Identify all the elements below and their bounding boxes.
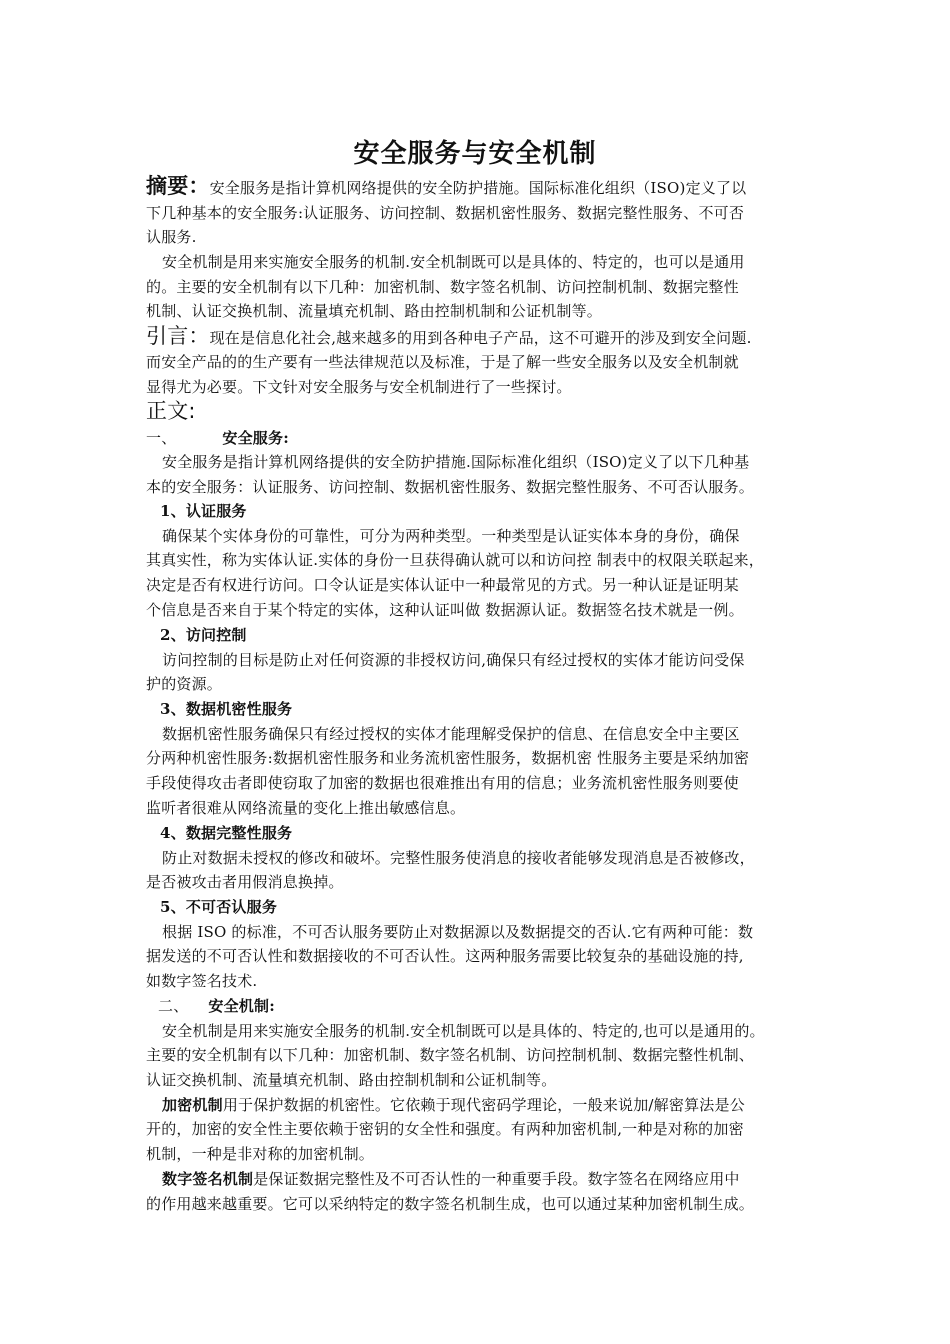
section-2-number: 二、 — [158, 997, 189, 1015]
conf-line-3: 手段使得攻击者即使窃取了加密的数据也很难推出有用的信息；业务流机密性服务则要使 — [146, 774, 739, 792]
integrity-line-1: 防止对数据未授权的修改和破坏。完整性服务使消息的接收者能够发现消息是否被修改， — [162, 849, 755, 867]
section-2-line-2: 主要的安全机制有以下几种：加密机制、数字签名机制、访问控制机制、数据完整性机制、 — [146, 1046, 755, 1064]
abstract-p2-line-3: 机制、认证交换机制、流量填充机制、路由控制机制和公证机制等。 — [146, 302, 603, 320]
signature-text-1: 是保证数据完整性及不可否认性的一种重要手段。数字签名在网络应用中 — [253, 1170, 740, 1188]
encrypt-term: 加密机制 — [162, 1096, 223, 1114]
access-line-2: 护的资源。 — [146, 675, 223, 693]
section-1-title: 安全服务: — [222, 429, 289, 447]
section-1-heading — [146, 428, 289, 448]
abstract-p2-line-1: 安全机制是用来实施安全服务的机制.安全机制既可以是具体的、特定的，也可以是通用 — [162, 253, 745, 271]
signature-line-1 — [162, 1169, 740, 1189]
nonrep-line-2: 据发送的不可否认性和数据接收的不可否认性。这两种服务需要比较复杂的基础设施的持, — [146, 947, 744, 965]
signature-term: 数字签名机制 — [162, 1170, 254, 1188]
abstract-label: 摘要： — [146, 174, 210, 198]
intro-line-3: 显得尤为必要。下文针对安全服务与安全机制进行了一些探讨。 — [146, 378, 572, 396]
abstract-p2-line-2: 的。主要的安全机制有以下几种：加密机制、数字签名机制、访问控制机制、数据完整性 — [146, 278, 739, 296]
conf-line-2: 分两种机密性服务:数据机密性服务和业务流机密性服务，数据机密 性服务主要是采纳加密 — [146, 749, 750, 767]
section-2-title: 安全机制: — [208, 997, 275, 1015]
body-label — [146, 401, 196, 423]
section-1-number: 一、 — [146, 429, 177, 447]
conf-line-4: 监听者很难从网络流量的变化上推出敏感信息。 — [146, 799, 466, 817]
abstract-text-1: 安全服务是指计算机网络提供的安全防护措施。国际标准化组织（ISO)定义了以 — [209, 179, 747, 197]
nonrep-line-3: 如数字签名技术. — [146, 972, 258, 990]
body-label-text: 正文: — [146, 399, 196, 423]
integrity-heading: 4、数据完整性服务 — [160, 824, 293, 842]
auth-line-1: 确保某个实体身份的可靠性，可分为两种类型。一种类型是认证实体本身的身份，确保 — [162, 527, 740, 545]
section-1-line-1: 安全服务是指计算机网络提供的安全防护措施.国际标准化组织（ISO)定义了以下几种基 — [162, 453, 750, 471]
nonrepudiation-heading: 5、不可否认服务 — [160, 898, 278, 916]
intro-label: 引言： — [146, 324, 210, 348]
auth-service-heading: 1、认证服务 — [160, 502, 247, 520]
nonrep-line-1: 根据 ISO 的标准，不可否认服务要防止对数据源以及数据提交的否认.它有两种可能：数 — [162, 923, 754, 941]
encrypt-line-2: 开的，加密的安全性主要依赖于密钥的女全性和强度。有两种加密机制,一种是对称的加密 — [146, 1120, 744, 1138]
auth-line-3: 决定是否有权进行访问。口令认证是实体认证中一种最常见的方式。另一种认证是证明某 — [146, 576, 739, 594]
section-1-line-2: 本的安全服务：认证服务、访问控制、数据机密性服务、数据完整性服务、不可否认服务。 — [146, 478, 755, 496]
signature-line-2: 的作用越来越重要。它可以采纳特定的数字签名机制生成，也可以通过某种加密机制生成。 — [146, 1195, 755, 1213]
abstract-line-3: 认服务. — [146, 228, 197, 246]
encrypt-line-1 — [162, 1095, 745, 1115]
section-2-line-3: 认证交换机制、流量填充机制、路由控制机制和公证机制等。 — [146, 1071, 557, 1089]
section-2-heading — [158, 996, 275, 1016]
access-control-heading: 2、访问控制 — [160, 626, 247, 644]
encrypt-line-3: 机制，一种是非对称的加密机制。 — [146, 1145, 375, 1163]
intro-text-1: 现在是信息化社会,越来越多的用到各种电子产品，这不可避开的涉及到安全问题. — [209, 329, 752, 347]
confidentiality-heading: 3、数据机密性服务 — [160, 700, 293, 718]
auth-line-2: 其真实性，称为实体认证.实体的身份一旦获得确认就可以和访问控 制表中的权限关联起来， — [146, 551, 764, 569]
intro-line-2: 而安全产品的的生产要有一些法律规范以及标准，于是了解一些安全服务以及安全机制就 — [146, 353, 739, 371]
conf-line-1: 数据机密性服务确保只有经过授权的实体才能理解受保护的信息、在信息安全中主要区 — [162, 725, 740, 743]
abstract-line-2: 下几种基本的安全服务:认证服务、访问控制、数据机密性服务、数据完整性服务、不可否 — [146, 204, 745, 222]
access-line-1: 访问控制的目标是防止对任何资源的非授权访问,确保只有经过授权的实体才能访问受保 — [162, 651, 745, 669]
abstract-line-1 — [146, 176, 746, 198]
auth-line-4: 个信息是否来自于某个特定的实体，这种认证叫做 数据源认证。数据签名技术就是一例。 — [146, 601, 744, 619]
intro-line-1 — [146, 326, 752, 348]
section-2-line-1: 安全机制是用来实施安全服务的机制.安全机制既可以是具体的、特定的,也可以是通用的。 — [162, 1022, 765, 1040]
encrypt-text-1: 用于保护数据的机密性。它依赖于现代密码学理论，一般来说加/解密算法是公 — [222, 1096, 745, 1114]
integrity-line-2: 是否被攻击者用假消息换掉。 — [146, 873, 344, 891]
document-title: 安全服务与安全机制 — [353, 139, 597, 169]
